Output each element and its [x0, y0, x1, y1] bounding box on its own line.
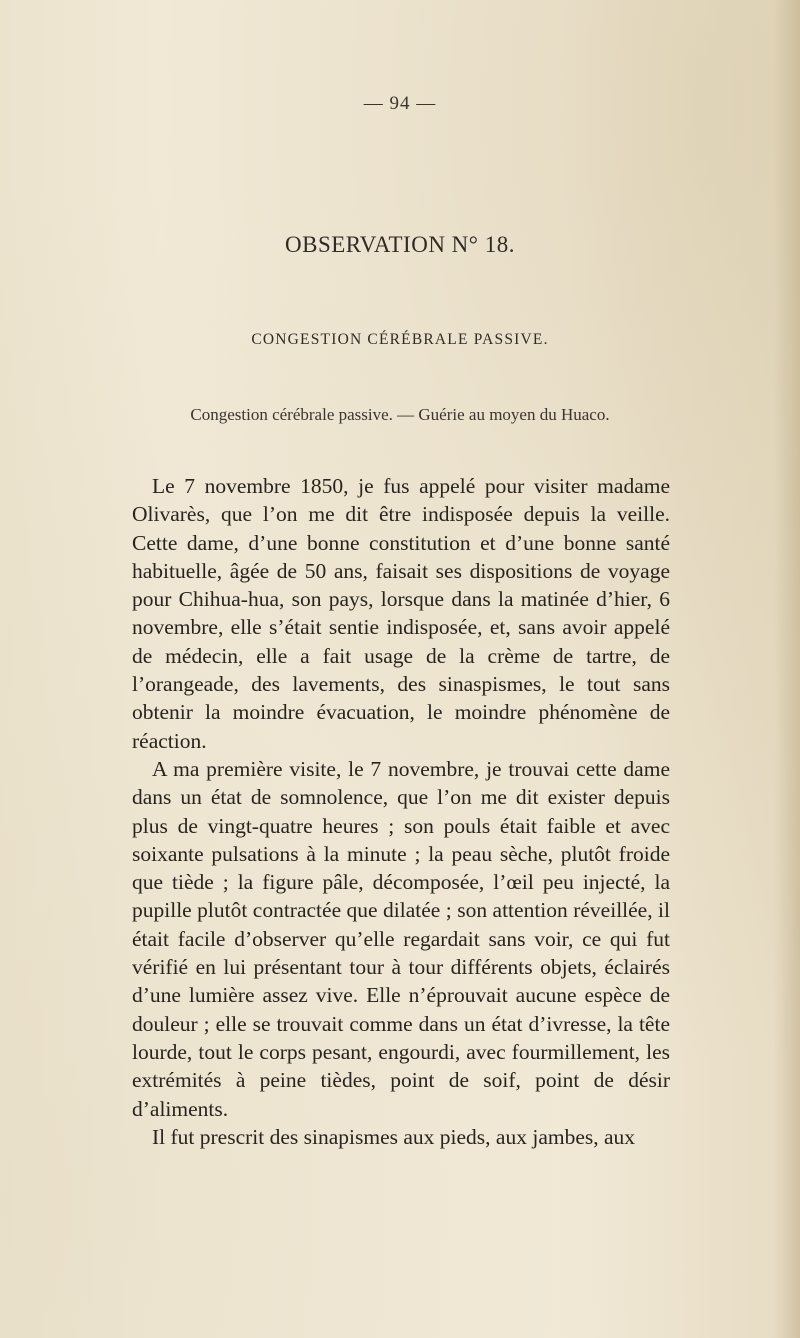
paragraph: Le 7 novembre 1850, je fus appelé pour visiter madame Olivarès, que l’on me dit être indisposée depuis la veille. Cette dame, d’une bonne constitution et d’une bonne santé habituelle, âgée de 50 ans, faisait ses dispositions de voyage pour Chihua-hua, son pays, lorsque dans la matinée d’hier, 6 novembre, elle s’était sentie indisposée, et, sans avoir appelé de médecin, elle a fait usage de la crème de tartre, de l’orangeade, des lavements, des sinaspismes, le tout sans obtenir la moindre évacuation, le moindre phénomène de réaction. [132, 474, 670, 753]
page-edge-shadow [774, 0, 800, 1338]
page-number: — 94 — [363, 93, 437, 114]
paragraph: Il fut prescrit des sinapismes aux pieds, aux jambes, aux [152, 1124, 636, 1149]
body-text [132, 472, 670, 1151]
observation-subject: CONGESTION CÉRÉBRALE PASSIVE. [251, 331, 549, 348]
observation-summary: Congestion cérébrale passive. — Guérie au moyen du Huaco. [190, 405, 610, 424]
observation-title: OBSERVATION N° 18. [285, 232, 515, 257]
paragraph: A ma première visite, le 7 novembre, je trouvai cette dame dans un état de somnolence, que l’on me dit exister depuis plus de vingt-quatre heures ; son pouls était faible et avec soixante pulsations à la minute ; la peau sèche, plutôt froide que tiède ; la figure pâle, décomposée, l’œil peu injecté, la pupille plutôt contractée que dilatée ; son attention réveillée, il était facile d’observer qu’elle regardait sans voir, ce qui fut vérifié en lui présentant tour à tour différents objets, éclairés d’une lumière assez vive. Elle n’éprouvait aucune espèce de douleur ; elle se trouvait comme dans un état d’ivresse, la tête lourde, tout le corps pesant, engourdi, avec fourmillement, les extrémités à peine tièdes, point de soif, point de désir d’aliments. [132, 756, 670, 1121]
